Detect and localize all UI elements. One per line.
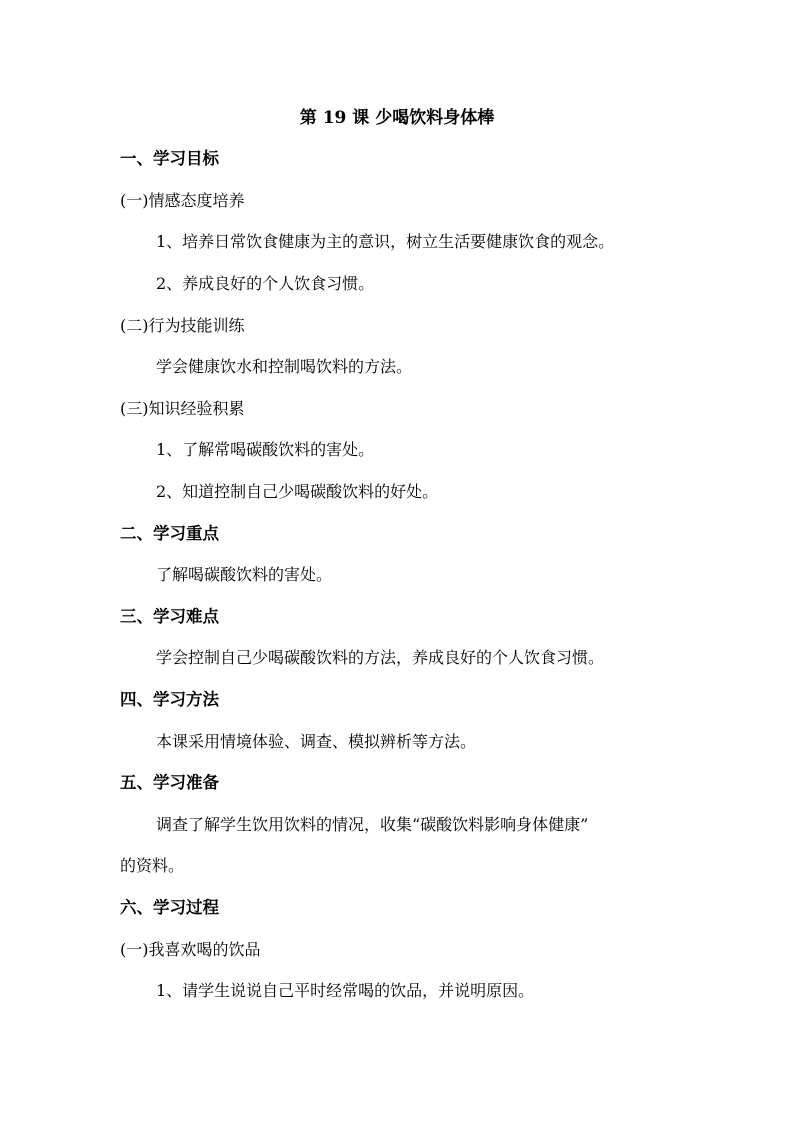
subsection-favorite-drinks: (一)我喜欢喝的饮品 [120,940,261,959]
preparation-text-continued: 的资料。 [120,856,185,875]
section-heading-goals: 一、学习目标 [120,149,219,168]
key-points-text: 了解喝碳酸饮料的害处。 [156,565,333,584]
goal-item: 1、培养日常饮食健康为主的意识，树立生活要健康饮食的观念。 [156,232,615,251]
lesson-title: 第 19 课 少喝饮料身体棒 [299,108,495,128]
skills-text: 学会健康饮水和控制喝饮料的方法。 [156,357,413,376]
difficulties-text: 学会控制自己少喝碳酸饮料的方法，养成良好的个人饮食习惯。 [156,648,605,667]
section-heading-preparation: 五、学习准备 [120,773,219,792]
subsection-attitude: (一)情感态度培养 [120,191,245,210]
preparation-text: 调查了解学生饮用饮料的情况，收集“碳酸饮料影响身体健康” [156,815,589,834]
subsection-knowledge: (三)知识经验积累 [120,399,245,418]
process-item: 1、请学生说说自己平时经常喝的饮品，并说明原因。 [156,981,535,1000]
section-heading-difficulties: 三、学习难点 [120,607,219,626]
section-heading-process: 六、学习过程 [120,898,219,917]
knowledge-item: 2、知道控制自己少喝碳酸饮料的好处。 [156,482,439,501]
goal-item: 2、养成良好的个人饮食习惯。 [156,274,375,293]
knowledge-item: 1、了解常喝碳酸饮料的害处。 [156,440,375,459]
subsection-skills: (二)行为技能训练 [120,316,245,335]
methods-text: 本课采用情境体验、调查、模拟辨析等方法。 [156,732,477,751]
section-heading-methods: 四、学习方法 [120,690,219,709]
section-heading-key-points: 二、学习重点 [120,524,219,543]
